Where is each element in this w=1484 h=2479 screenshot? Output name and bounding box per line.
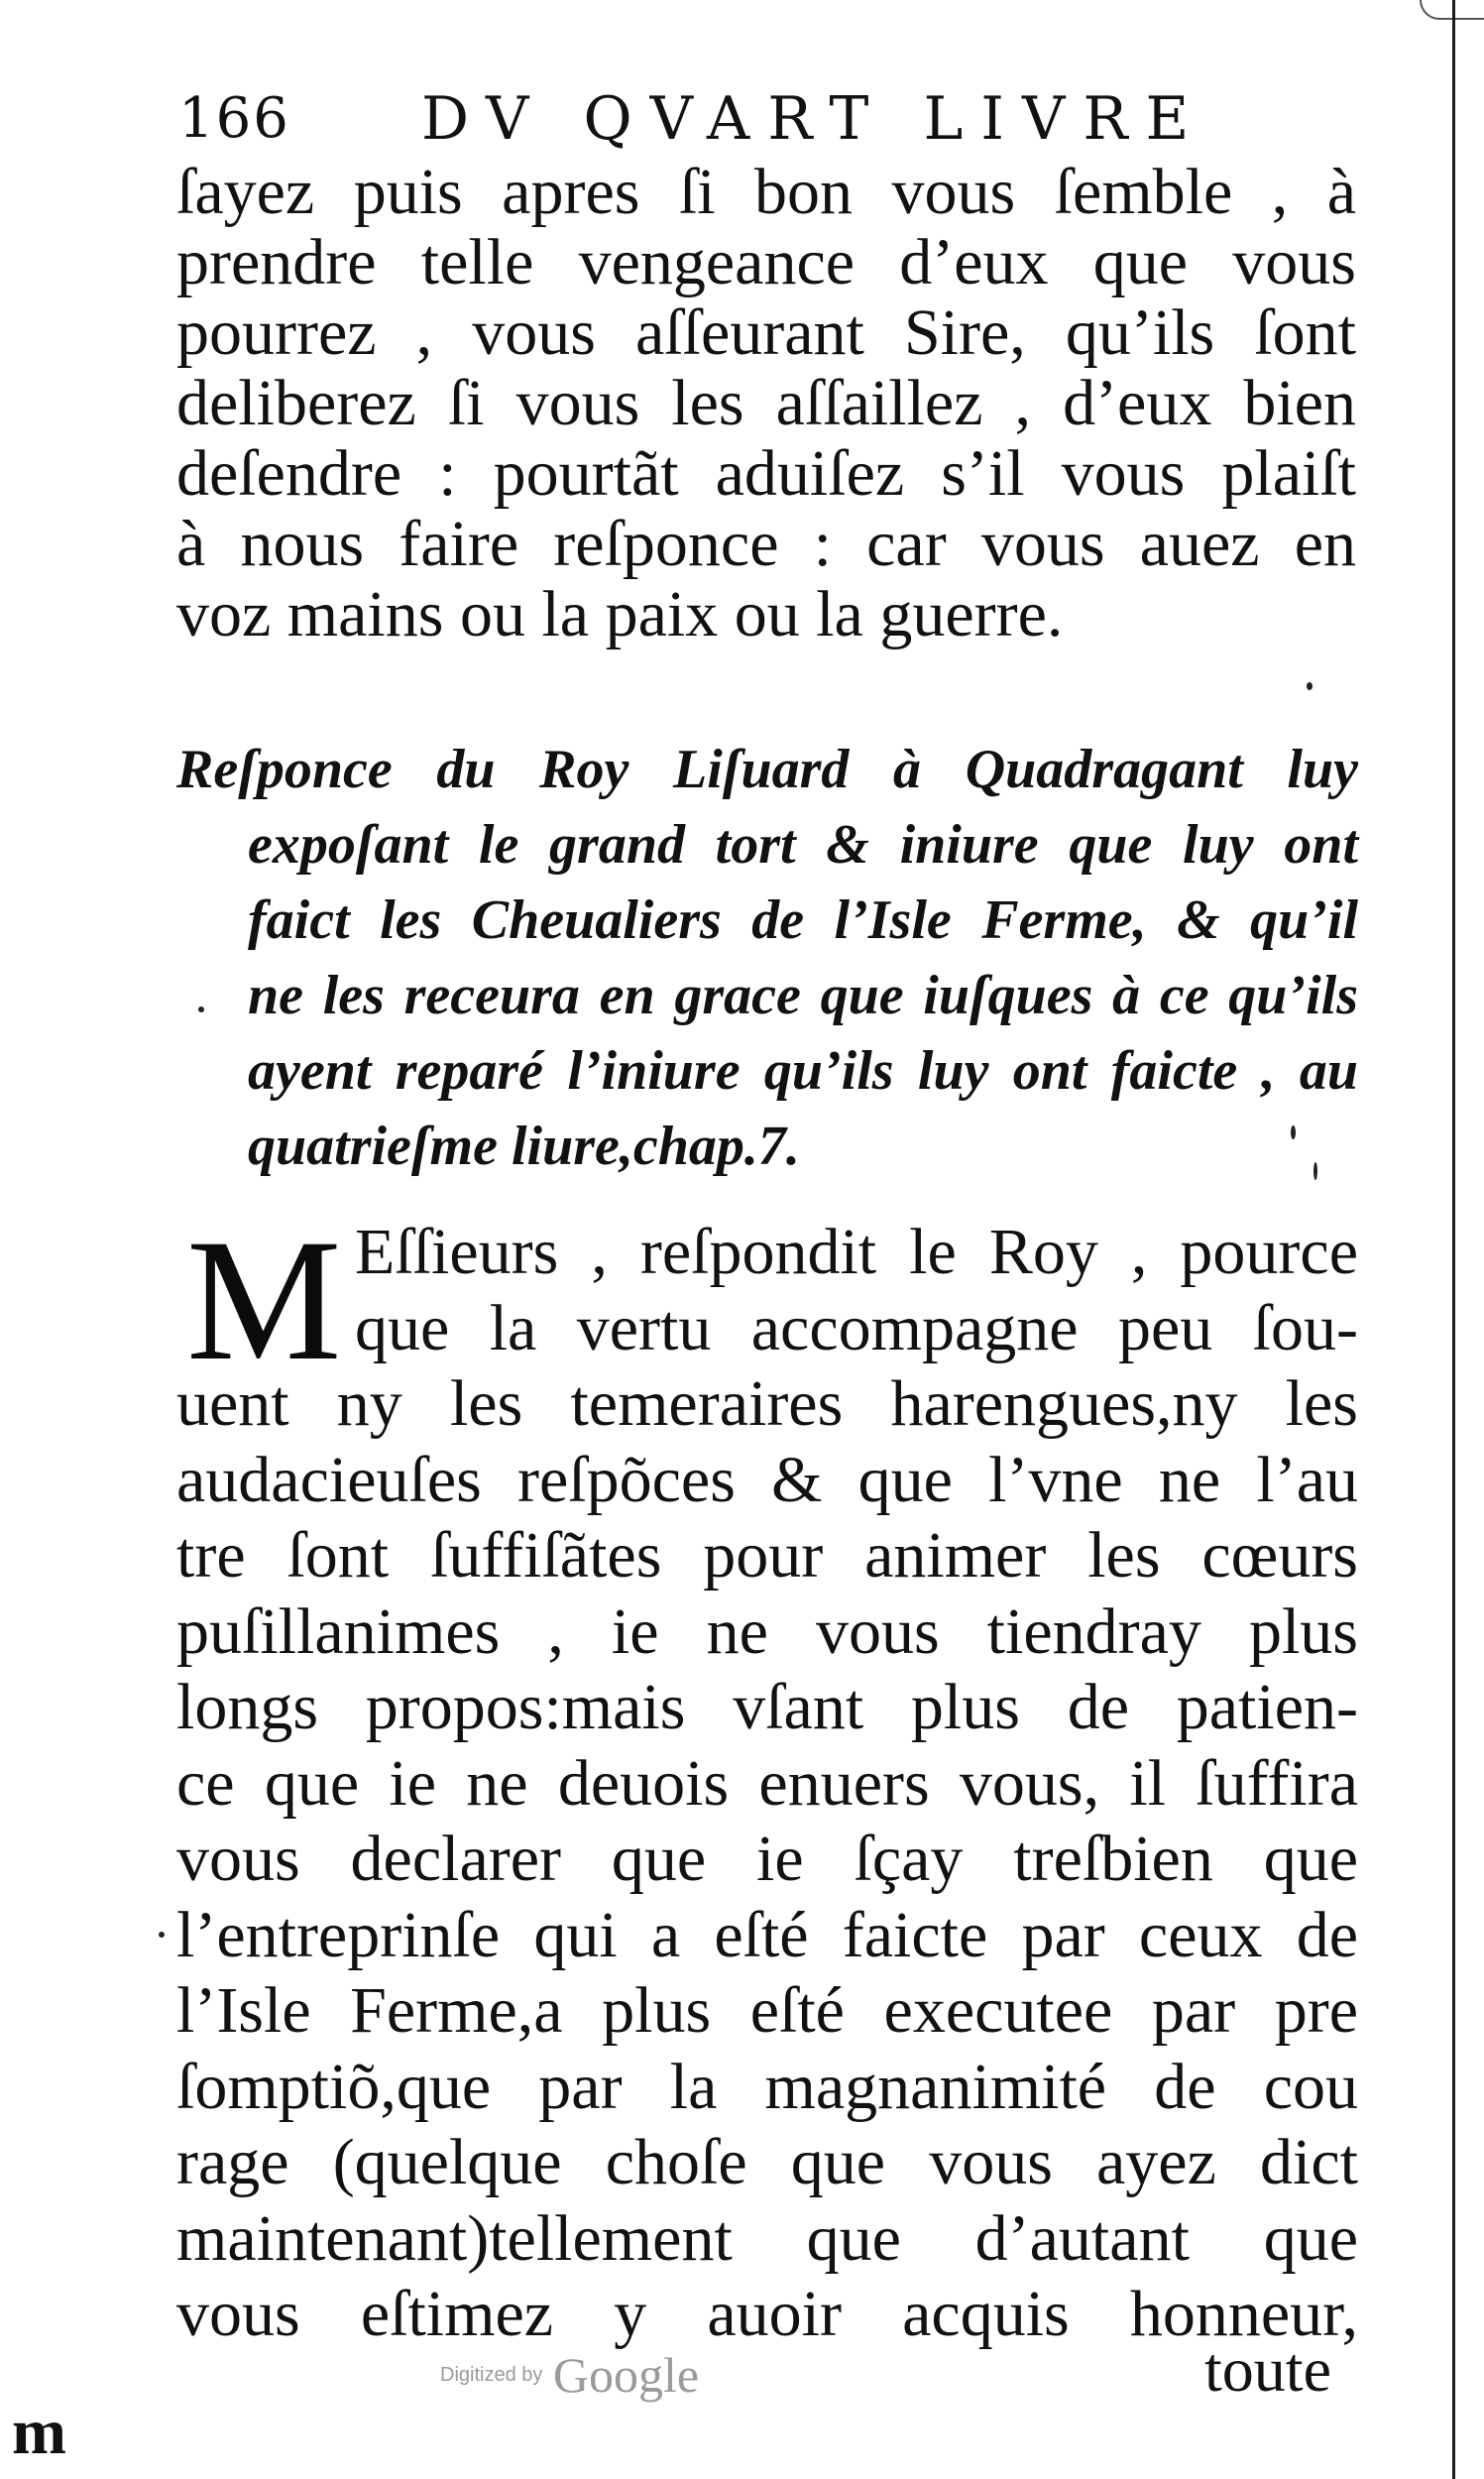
page-header <box>178 79 1368 159</box>
text-line: tre ſont ſuffiſãtes pour animer les cœurs <box>176 1519 1358 1592</box>
watermark-brand: Google <box>552 2347 700 2403</box>
ink-speck <box>159 1932 165 1938</box>
text-line: prendre telle vengeance d’eux que vous <box>176 226 1356 298</box>
text-line: maintenant)tellement que d’autant que <box>176 2201 1358 2275</box>
rubric-line: ayent reparé l’iniure qu’ils luy ont faicte , au <box>248 1040 1358 1102</box>
rubric-line: faict les Cheualiers de l’Isle Ferme, & qu’il <box>248 889 1358 951</box>
page-number: 166 <box>178 86 290 151</box>
chapter-body <box>176 1204 1358 2353</box>
text-line: l’entreprinſe qui a eſté faicte par ceux de <box>176 1898 1358 1971</box>
text-line: ſomptiõ,que par la magnanimité de cou <box>176 2050 1358 2123</box>
text-line: à nous faire reſponce : car vous auez en <box>176 508 1356 580</box>
ink-speck <box>1291 1125 1296 1139</box>
rubric-line: ne les receura en grace que iuſques à ce qu’ils <box>248 965 1358 1026</box>
rubric-line: Reſponce du Roy Liſuard à Quadragant luy <box>176 739 1358 800</box>
rubric-line: expoſant le grand tort & iniure que luy ont <box>248 814 1358 876</box>
catchword: toute <box>1204 2334 1331 2405</box>
text-line: deſendre : pourtãt aduiſez s’il vous plaiſt <box>176 437 1356 510</box>
ink-speck <box>1313 1162 1317 1180</box>
text-line: ſayez puis apres ſi bon vous ſemble , à <box>176 156 1356 228</box>
signature-mark: m <box>12 2396 66 2468</box>
rubric-line: quatrieſme liure,chap.7. <box>248 1116 800 1177</box>
text-line: voz mains ou la paix ou la guerre. <box>176 578 1064 650</box>
text-line: longs propos:mais vſant plus de patien- <box>176 1671 1358 1743</box>
text-line: pourrez , vous aſſeurant Sire, qu’ils ſont <box>176 296 1356 369</box>
chapter-rubric <box>176 732 1358 1184</box>
drop-cap-initial: M <box>186 1204 342 1397</box>
text-line: l’Isle Ferme,a plus eſté executee par pre <box>176 1974 1358 2047</box>
text-line: ce que ie ne deuois enuers vous, il ſuffira <box>176 1746 1358 1820</box>
text-line: rage (quelque choſe que vous ayez dict <box>176 2126 1358 2198</box>
watermark-prefix: Digitized by <box>440 2364 543 2386</box>
running-title: DV QVART LIVRE <box>421 84 1207 154</box>
page-edge-rule <box>1452 0 1455 2479</box>
text-line: vous declarer que ie ſçay treſbien que <box>176 1823 1358 1895</box>
text-line: puſillanimes , ie ne vous tiendray plus <box>176 1594 1358 1668</box>
ink-speck <box>1307 682 1313 690</box>
text-line: uent ny les temeraires harengues,ny les <box>176 1367 1358 1440</box>
text-line: Eſſieurs , reſpondit le Roy , pource <box>355 1216 1358 1288</box>
text-line: vous eſtimez y auoir acquis honneur, <box>176 2278 1358 2350</box>
text-line: deliberez ſi vous les aſſaillez , d’eux bien <box>176 367 1356 439</box>
text-line: que la vertu accompagne peu ſou- <box>355 1291 1358 1364</box>
digitized-watermark <box>440 2345 699 2405</box>
text-line: audacieuſes reſpõces & que l’vne ne l’au <box>176 1443 1358 1516</box>
paragraph-continued <box>176 157 1356 649</box>
ink-speck <box>198 1006 204 1012</box>
